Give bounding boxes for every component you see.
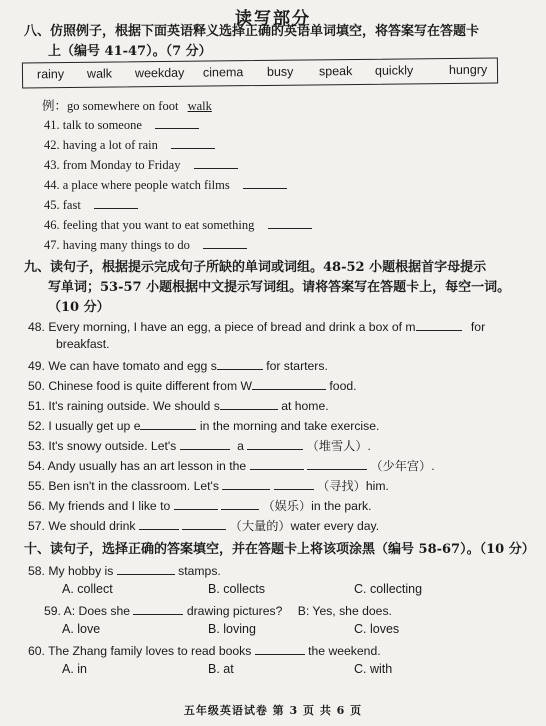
item-47-text: 47. having many things to do — [44, 238, 190, 252]
q56-text-a: 56. My friends and I like to — [28, 499, 171, 513]
q54-text-b: （少年宫）. — [370, 459, 435, 473]
answer-blank — [243, 176, 287, 189]
word-bank-item: hungry — [448, 62, 488, 78]
answer-blank — [247, 437, 303, 450]
answer-blank — [203, 236, 247, 249]
word-bank-item: busy — [266, 64, 294, 79]
q58-text-b: stamps. — [178, 564, 221, 578]
item-46 — [44, 216, 312, 233]
question-55 — [28, 477, 389, 494]
answer-blank — [252, 377, 326, 390]
q57-text-b: （大量的）water every day. — [229, 519, 380, 533]
q53-text-c: （堆雪人）. — [306, 439, 371, 453]
word-bank-item: quickly — [374, 63, 414, 78]
q55-text-a: 55. Ben isn't in the classroom. Let's — [28, 479, 219, 493]
section-9-heading — [24, 258, 524, 318]
q48-text-b: for — [470, 320, 486, 334]
q57-text-a: 57. We should drink — [28, 519, 136, 533]
answer-blank — [255, 642, 305, 655]
answer-blank — [171, 136, 215, 149]
section-8-heading — [24, 22, 524, 62]
item-44-text: 44. a place where people watch films — [44, 178, 230, 192]
word-bank-item: rainy — [36, 67, 65, 82]
question-54 — [28, 457, 435, 474]
question-50 — [28, 377, 357, 393]
answer-blank — [307, 457, 367, 470]
q60-option-a: A. in — [62, 662, 88, 676]
section-10-heading: 十、读句子，选择正确的答案填空，并在答题卡上将该项涂黑（编号 58-67）。（10 分） — [24, 542, 535, 557]
answer-blank — [217, 357, 263, 370]
answer-blank — [174, 497, 218, 510]
answer-blank — [274, 477, 314, 490]
example-text: go somewhere on foot — [67, 99, 179, 113]
word-bank-item: walk — [86, 66, 113, 81]
word-bank-item: speak — [318, 64, 353, 79]
word-bank-item: weekday — [134, 65, 185, 81]
q59-option-b: B. loving — [208, 622, 256, 636]
item-43 — [44, 156, 238, 173]
question-58 — [28, 562, 221, 578]
question-56 — [28, 497, 371, 514]
item-47 — [44, 236, 247, 253]
section-8-heading-line2: 上（编号 41-47）。（7 分） — [48, 44, 212, 59]
q56-text-b: （娱乐）in the park. — [262, 499, 372, 513]
q58-text-a: 58. My hobby is — [28, 564, 114, 578]
q55-text-b: （寻找）him. — [317, 479, 389, 493]
item-44 — [44, 176, 287, 193]
q60-option-b: B. at — [208, 662, 234, 676]
answer-blank — [220, 397, 278, 410]
q48-text-a: 48. Every morning, I have an egg, a piece of bread and drink a box of m — [28, 320, 416, 334]
item-42-text: 42. having a lot of rain — [44, 138, 158, 152]
q60-text-b: the weekend. — [308, 644, 381, 658]
q52-text-a: 52. I usually get up e — [28, 419, 141, 433]
answer-blank — [180, 437, 230, 450]
q51-text-a: 51. It's raining outside. We should s — [28, 399, 220, 413]
question-49 — [28, 357, 328, 373]
q50-text-a: 50. Chinese food is quite different from W — [28, 379, 253, 393]
answer-blank — [250, 457, 304, 470]
q59-text-a: 59. A: Does she — [44, 604, 131, 618]
item-46-text: 46. feeling that you want to eat something — [44, 218, 255, 232]
answer-blank — [94, 196, 138, 209]
q59-option-a: A. love — [62, 622, 101, 636]
q59-option-c: C. loves — [354, 622, 400, 636]
section-8-heading-line1: 八、仿照例子，根据下面英语释义选择正确的英语单词填空，将答案写在答题卡 — [24, 24, 480, 39]
example-line — [42, 96, 218, 114]
question-53 — [28, 437, 371, 454]
question-60 — [28, 642, 381, 658]
example-answer: walk — [187, 99, 212, 113]
q60-option-c: C. with — [354, 662, 393, 676]
section-9-heading-line1: 九、读句子，根据提示完成句子所缺的单词或词组。48-52 小题根据首字母提示 — [24, 260, 487, 275]
answer-blank — [140, 417, 196, 430]
answer-blank — [194, 156, 238, 169]
question-52 — [28, 417, 379, 433]
answer-blank — [416, 318, 462, 331]
question-48-cont: breakfast. — [56, 337, 110, 351]
q53-text-a: 53. It's snowy outside. Let's — [28, 439, 177, 453]
answer-blank — [133, 602, 183, 615]
example-label: 例： — [42, 99, 68, 113]
q49-text-b: for starters. — [266, 359, 328, 373]
page-footer: 五年级英语试卷 第 3 页 共 6 页 — [183, 704, 363, 717]
answer-blank — [182, 517, 226, 530]
item-43-text: 43. from Monday to Friday — [44, 158, 181, 172]
q54-text-a: 54. Andy usually has an art lesson in the — [28, 459, 247, 473]
q59-text-b: drawing pictures? — [186, 604, 283, 618]
item-41 — [44, 116, 199, 133]
answer-blank — [155, 116, 199, 129]
item-42 — [44, 136, 215, 153]
answer-blank — [139, 517, 179, 530]
question-51 — [28, 397, 329, 413]
q52-text-b: in the morning and take exercise. — [199, 419, 380, 433]
answer-blank — [117, 562, 175, 575]
q59-text-c: B: Yes, she does. — [297, 604, 392, 618]
q49-text-a: 49. We can have tomato and egg s — [28, 359, 217, 373]
section-9-heading-line3: （10 分） — [48, 300, 110, 315]
question-57 — [28, 517, 379, 534]
q58-option-a: A. collect — [62, 582, 113, 596]
q53-text-b: a — [237, 439, 244, 453]
q50-text-b: food. — [329, 379, 357, 393]
word-bank-item: cinema — [202, 65, 244, 80]
section-9-heading-line2: 写单词；53-57 小题根据中文提示写词组。请将答案写在答题卡上，每空一词。 — [48, 280, 511, 295]
q58-option-c: C. collecting — [354, 582, 423, 596]
item-41-text: 41. talk to someone — [44, 118, 142, 132]
question-48 — [28, 318, 485, 334]
q60-text-a: 60. The Zhang family loves to read books — [28, 644, 252, 658]
item-45 — [44, 196, 138, 213]
answer-blank — [222, 477, 270, 490]
answer-blank — [268, 216, 312, 229]
question-59 — [44, 602, 392, 618]
q51-text-b: at home. — [281, 399, 329, 413]
q58-option-b: B. collects — [208, 582, 265, 596]
item-45-text: 45. fast — [44, 198, 81, 212]
word-bank-box — [22, 58, 498, 89]
answer-blank — [221, 497, 259, 510]
page-title: 读写部分 — [235, 9, 311, 29]
